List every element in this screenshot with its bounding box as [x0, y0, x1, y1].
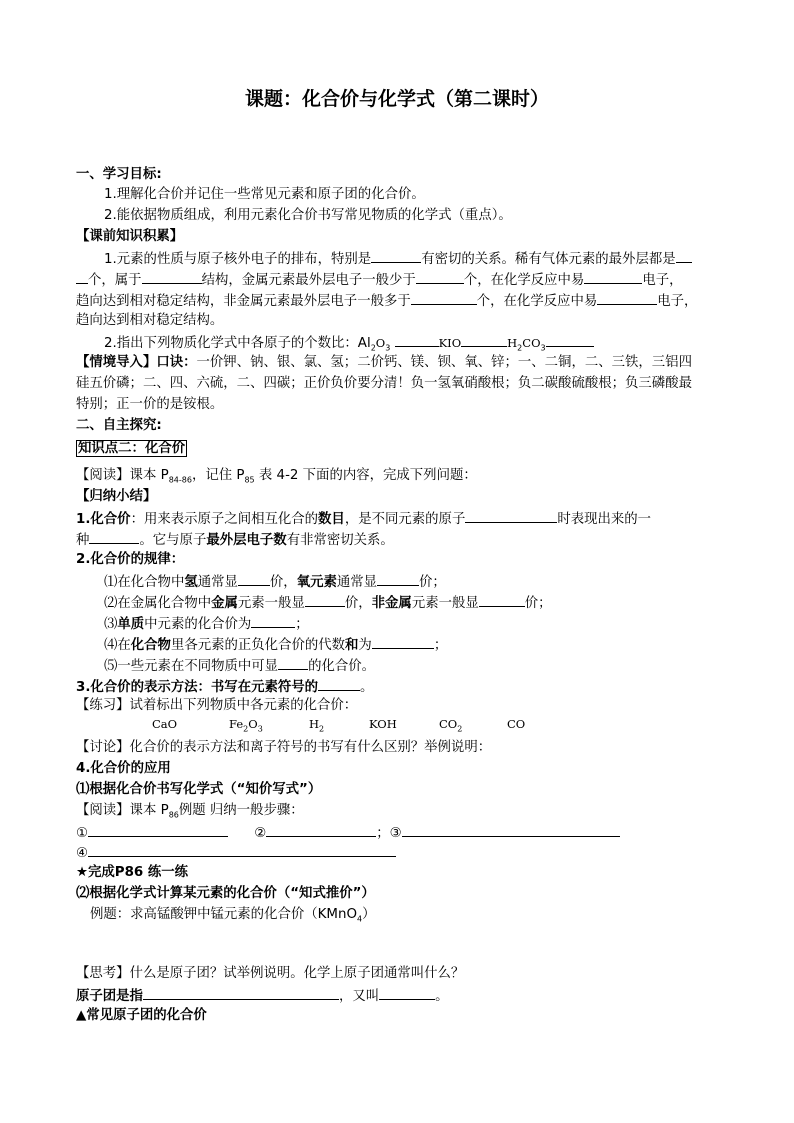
formula-cao: CaO [152, 717, 178, 731]
common-groups-heading: ▲常见原子团的化合价 [76, 1008, 207, 1023]
knowledge-point-box [76, 440, 187, 458]
text: ⑸一些元素在不同物质中可显 [104, 659, 279, 674]
text: 时表现出来的一 [557, 512, 652, 527]
blank[interactable] [546, 333, 594, 347]
subscript: 3 [540, 343, 546, 353]
blank[interactable] [584, 270, 642, 284]
blank[interactable] [597, 291, 657, 305]
subscript: 2 [517, 343, 523, 353]
blank[interactable] [143, 986, 339, 1000]
text: 非金属 [371, 596, 412, 611]
rule-4 [104, 635, 447, 655]
rule-5 [104, 656, 375, 676]
text: 种 [76, 533, 90, 548]
atomic-group-line [76, 986, 449, 1006]
text: 一价钾、钠、银、氯、氢；二价钙、镁、钡、氧、锌；一、二铜，二、三铁，三铝四 [196, 355, 692, 370]
text: 。它与原子 [139, 533, 207, 548]
blank[interactable] [379, 986, 435, 1000]
prior-line-3 [76, 291, 697, 311]
reading-2 [76, 802, 304, 825]
rule-2 [104, 593, 552, 613]
blank[interactable] [411, 291, 477, 305]
text: ② [254, 826, 267, 841]
blank[interactable] [266, 823, 376, 837]
text: ，是不同元素的原子 [344, 512, 466, 527]
text: 氢 [184, 575, 198, 590]
text: 元素一般显 [411, 596, 479, 611]
blank[interactable] [88, 823, 228, 837]
practice-line: 【练习】试着标出下列物质中各元素的化合价： [76, 698, 358, 713]
definition-line-1 [76, 509, 651, 529]
formula-h2 [309, 717, 324, 733]
rules-heading: 2.化合价的规律： [76, 552, 185, 567]
blank[interactable] [402, 823, 620, 837]
text: ⑴在化合物中 [104, 575, 185, 590]
blank[interactable] [465, 509, 557, 523]
discussion-line: 【讨论】化合价的表示方法和离子符号的书写有什么区别？举例说明： [76, 740, 492, 755]
text: O [248, 717, 258, 731]
blank[interactable] [318, 677, 360, 691]
formula-koh: KOH [369, 717, 397, 731]
intro-line-1 [76, 354, 692, 372]
text: H [507, 336, 518, 350]
blank[interactable] [676, 249, 692, 263]
text: O [375, 336, 386, 350]
subscript: 2 [457, 724, 463, 734]
reading-1 [76, 467, 477, 490]
text: KIO [438, 336, 462, 350]
section-1-heading: 一、学习目标: [76, 167, 162, 182]
rule-3 [104, 614, 309, 634]
blank[interactable] [142, 270, 202, 284]
text: 结构，金属元素最外层电子一般少于 [201, 273, 416, 288]
intro-line-2: 硅五价磷；二、四、六硫，二、四碳；正价负价要分清！负一氢氧硝酸根；负二碳酸硫酸根；负三磷酸最 [76, 376, 692, 391]
text: 的化合价。 [308, 659, 376, 674]
blank[interactable] [377, 572, 419, 586]
intro-label: 【情境导入】口诀： [76, 355, 197, 370]
text: 价， [269, 575, 297, 590]
blank[interactable] [479, 593, 525, 607]
text: 个，在化学反应中易 [463, 273, 585, 288]
subscript: 3 [257, 724, 263, 734]
text: ⑵在金属化合物中 [104, 596, 212, 611]
application-1: ⑴根据化合价书写化学式（“知价写式”） [76, 782, 322, 797]
subscript: 4 [357, 914, 363, 924]
application-heading: 4.化合价的应用 [76, 761, 171, 776]
text: 。 [435, 989, 449, 1004]
blank[interactable] [416, 270, 464, 284]
blank[interactable] [372, 635, 434, 649]
text: ，又叫 [338, 989, 380, 1004]
text: ，记住 P [191, 468, 245, 483]
text: 中元素的化合价为 [144, 617, 252, 632]
text: 原子团是指 [76, 989, 143, 1004]
subscript: 85 [244, 475, 255, 485]
text: 趋向达到相对稳定结构，非金属元素最外层电子一般多于 [76, 294, 411, 309]
application-2: ⑵根据化学式计算某元素的化合价（“知式推价”） [76, 886, 375, 901]
text: 个，在化学反应中易 [476, 294, 598, 309]
definition-line-2 [76, 530, 394, 550]
subscript: 2 [319, 724, 325, 734]
example-line [90, 906, 376, 929]
text: 最外层电子数 [206, 533, 287, 548]
text: 金属 [211, 596, 238, 611]
text: 化合物 [130, 638, 171, 653]
text: CO [522, 336, 541, 350]
blank[interactable] [305, 593, 345, 607]
text: 1.化合价 [76, 512, 131, 527]
text: 例题 归纳一般步骤： [178, 803, 304, 818]
intro-line-3: 特别；正一价的是铵根。 [76, 397, 224, 412]
blank[interactable] [395, 333, 439, 347]
blank[interactable] [251, 614, 295, 628]
formula-co2 [439, 717, 462, 733]
blank[interactable] [76, 270, 88, 284]
text: 电子， [642, 273, 683, 288]
text: 。 [360, 680, 374, 695]
subscript: 3 [385, 343, 391, 353]
text: ④ [76, 846, 89, 861]
prior-line-4: 趋向达到相对稳定结构。 [76, 313, 224, 328]
prior-line-1 [104, 249, 692, 269]
text: 电子， [657, 294, 698, 309]
text: 【思考】什么是原子团？试举例说明。化学上原子团通常叫什么？ [76, 966, 465, 981]
text: 个，属于 [88, 273, 142, 288]
representation-line [76, 677, 373, 697]
summary-heading: 【归纳小结】 [76, 489, 157, 504]
text: ：用来表示原子之间相互化合的 [130, 512, 319, 527]
blank[interactable] [88, 843, 396, 857]
subscript: 2 [370, 343, 376, 353]
exercise-note: ★完成P86 练一练 [76, 865, 189, 880]
blank[interactable] [238, 572, 270, 586]
blank[interactable] [371, 249, 421, 263]
steps-line-1 [76, 823, 620, 843]
text: ⑷在 [104, 638, 131, 653]
steps-line-2 [76, 843, 396, 863]
text: 有非常密切关系。 [286, 533, 394, 548]
text: 氧元素 [296, 575, 337, 590]
text: 【阅读】课本 P [76, 803, 169, 818]
prior-knowledge-heading: 【课前知识积累】 [76, 229, 184, 244]
goal-2: 2.能依据物质组成，利用元素化合价书写常见物质的化学式（重点）。 [104, 208, 512, 223]
text: 价， [344, 596, 372, 611]
text: ⑶ [104, 617, 118, 632]
subscript: 84-86 [168, 475, 192, 485]
text: ：书写在元素符号的 [197, 680, 319, 695]
text: 2.指出下列物质化学式中各原子的个数比：Al [104, 336, 371, 351]
text: 为 [358, 638, 372, 653]
blank[interactable] [461, 333, 507, 347]
text: 表 4-2 下面的内容，完成下列问题： [254, 468, 477, 483]
text: ） [362, 907, 376, 922]
formula-fe2o3 [229, 717, 263, 733]
subscript: 2 [243, 724, 249, 734]
knowledge-point-label: 知识点二：化合价 [78, 441, 186, 456]
text: 单质 [117, 617, 145, 632]
text: 例题：求高锰酸钾中锰元素的化合价（KMnO [90, 907, 358, 922]
rule-1 [104, 572, 446, 592]
text: 里各元素的正负化合价的代数 [170, 638, 346, 653]
text: ； [295, 617, 309, 632]
text: 1.元素的性质与原子核外电子的排布，特别是 [104, 252, 372, 267]
prior-line-2 [76, 270, 683, 290]
text: 3.化合价的表示方法 [76, 680, 198, 695]
text: CO [439, 717, 458, 731]
page-title: 课题：化合价与化学式（第二课时） [244, 88, 549, 110]
goal-1: 1.理解化合价并记住一些常见元素和原子团的化合价。 [104, 187, 425, 202]
text: 通常显 [197, 575, 238, 590]
text: ① [76, 826, 89, 841]
text: 数目 [318, 512, 345, 527]
blank[interactable] [278, 656, 308, 670]
text: 【阅读】课本 P [76, 468, 169, 483]
text: 和 [345, 638, 359, 653]
text: 通常显 [336, 575, 378, 590]
text: 价； [419, 575, 446, 590]
subscript: 86 [168, 810, 179, 820]
text: 有密切的关系。稀有气体元素的最外层都是 [421, 252, 676, 267]
text: ；③ [376, 826, 402, 841]
text: H [309, 717, 320, 731]
think-line [76, 965, 464, 983]
text: 元素一般显 [237, 596, 305, 611]
text: 价； [524, 596, 552, 611]
text: Fe [229, 717, 244, 731]
section-2-heading: 二、自主探究: [76, 418, 162, 433]
blank[interactable] [89, 530, 139, 544]
text: ； [433, 638, 448, 653]
formula-co: CO [507, 717, 526, 731]
